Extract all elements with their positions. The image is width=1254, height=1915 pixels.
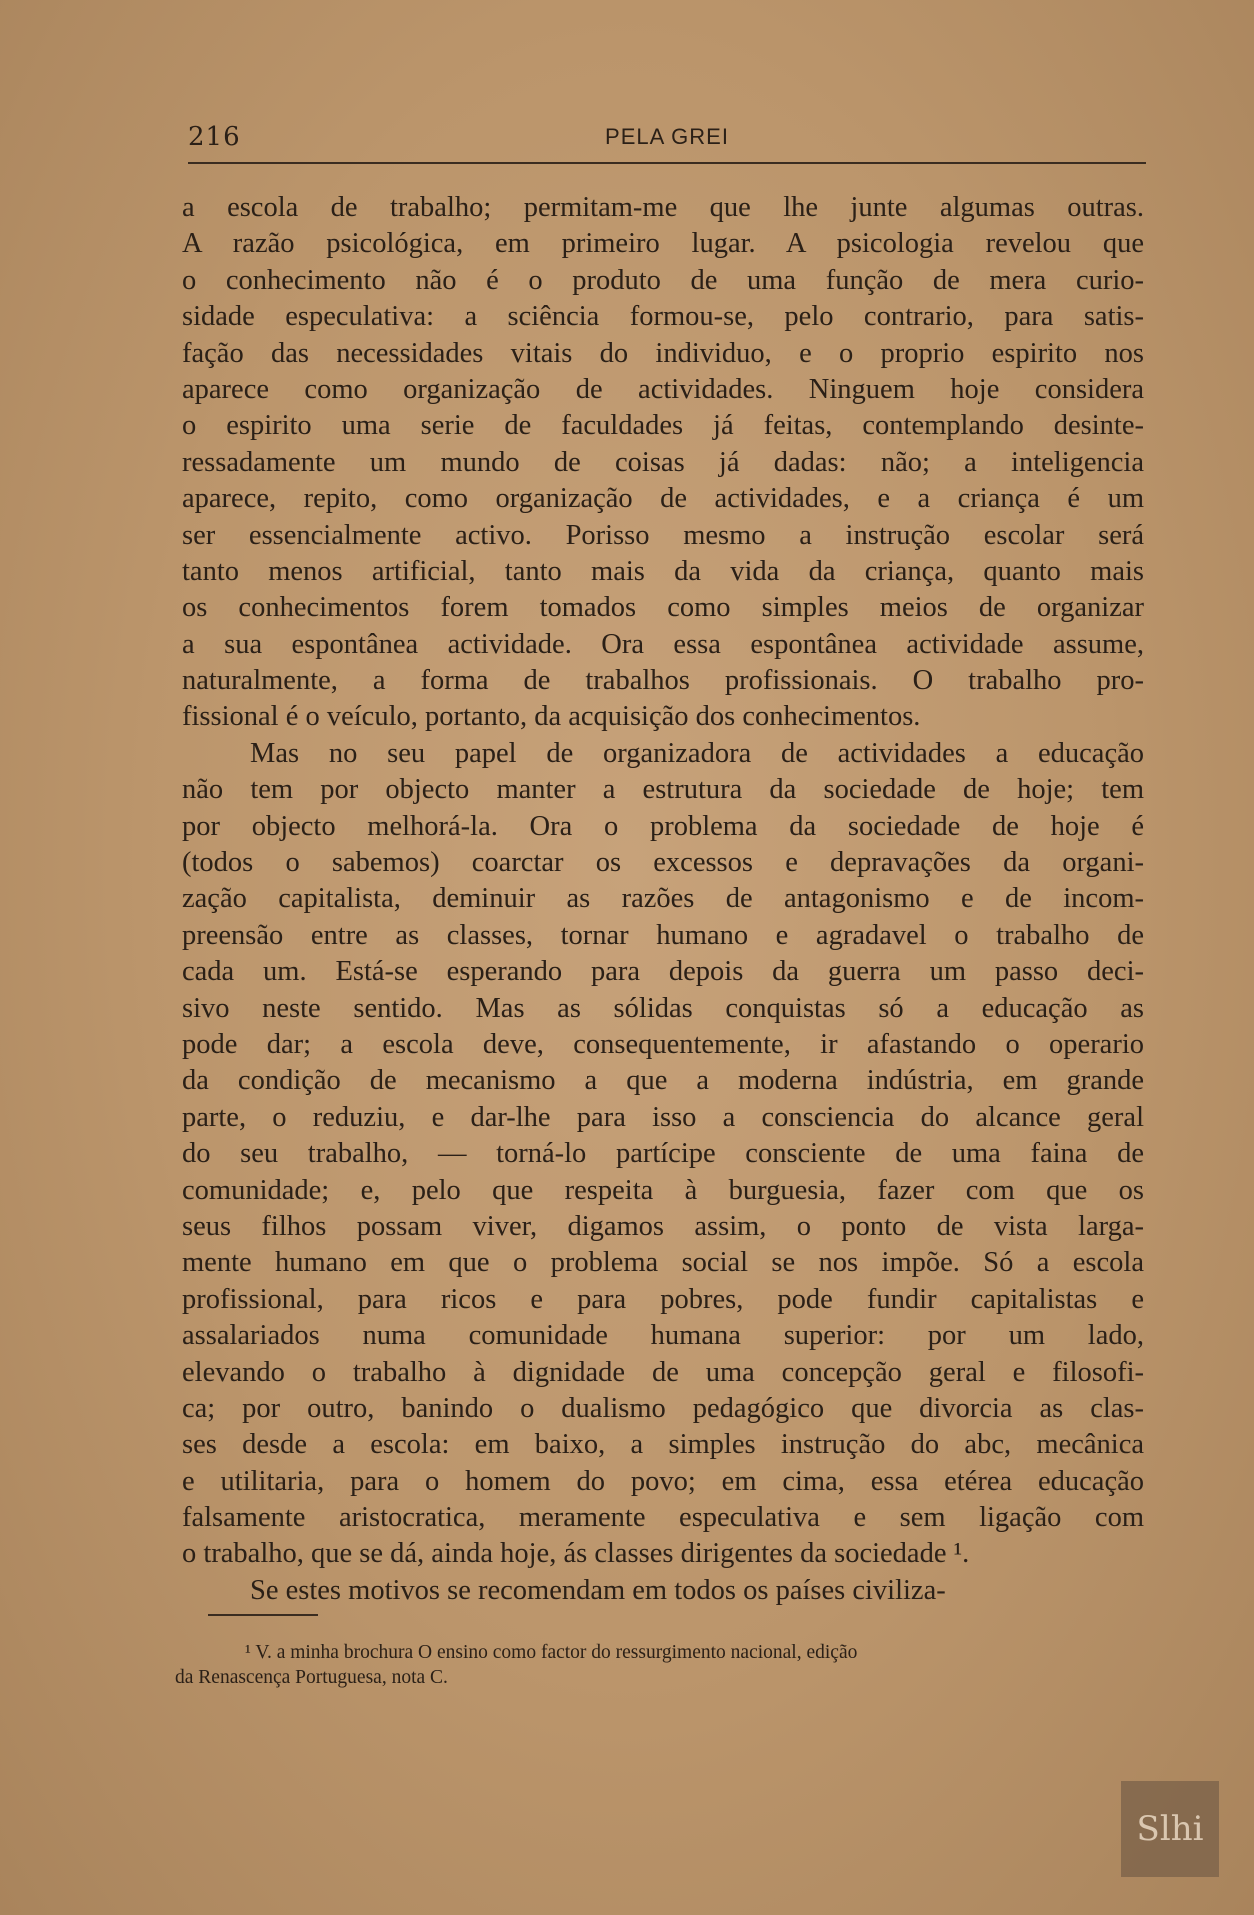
text-line: mente humano em que o problema social se nos impõe. Só a escola — [182, 1247, 1144, 1279]
text-line: da condição de mecanismo a que a moderna indústria, em grande — [182, 1065, 1144, 1097]
footnote-divider — [208, 1614, 318, 1616]
text-line: parte, o reduziu, e dar-lhe para isso a consciencia do alcance geral — [182, 1101, 1144, 1133]
text-line: ses desde a escola: em baixo, a simples instrução do abc, mecânica — [182, 1429, 1144, 1461]
text-line: falsamente aristocratica, meramente especulativa e sem ligação com — [182, 1502, 1144, 1534]
text-line: elevando o trabalho à dignidade de uma concepção geral e filosofi- — [182, 1356, 1144, 1388]
text-line: fação das necessidades vitais do individuo, e o proprio espirito nos — [182, 337, 1144, 369]
text-line: sidade especulativa: a sciência formou-se, pelo contrario, para satis- — [182, 301, 1144, 333]
footnote-line: da Renascença Portuguesa, nota C. — [175, 1667, 448, 1688]
text-line: Se estes motivos se recomendam em todos os países civiliza- — [250, 1574, 946, 1606]
text-line: o espirito uma serie de faculdades já feitas, contemplando desinte- — [182, 410, 1144, 442]
footnote-line: ¹ V. a minha brochura O ensino como factor do ressurgimento nacional, edição — [245, 1642, 858, 1663]
page-number: 216 — [188, 122, 241, 152]
text-line: naturalmente, a forma de trabalhos profissionais. O trabalho pro- — [182, 665, 1144, 697]
text-line: comunidade; e, pelo que respeita à burguesia, fazer com que os — [182, 1174, 1144, 1206]
text-line: zação capitalista, deminuir as razões de antagonismo e de incom- — [182, 883, 1144, 915]
text-line: do seu trabalho, — torná-lo partícipe consciente de uma faina de — [182, 1138, 1144, 1170]
library-stamp-text: Slhi — [1136, 1809, 1204, 1849]
text-line: profissional, para ricos e para pobres, pode fundir capitalistas e — [182, 1283, 1144, 1315]
text-line: ser essencialmente activo. Porisso mesmo a instrução escolar será — [182, 519, 1144, 551]
text-line: por objecto melhorá-la. Ora o problema da sociedade de hoje é — [182, 810, 1144, 842]
text-line: aparece, repito, como organização de actividades, e a criança é um — [182, 483, 1144, 515]
body-text — [182, 190, 1144, 1609]
page-header — [188, 122, 1146, 164]
text-line: (todos o sabemos) coarctar os excessos e depravações da organi- — [182, 847, 1144, 879]
text-line: seus filhos possam viver, digamos assim, o ponto de vista larga- — [182, 1210, 1144, 1242]
text-line: ressadamente um mundo de coisas já dadas: não; a inteligencia — [182, 446, 1144, 478]
text-line: o trabalho, que se dá, ainda hoje, ás classes dirigentes da sociedade ¹. — [182, 1538, 970, 1570]
text-line: os conhecimentos forem tomados como simples meios de organizar — [182, 592, 1144, 624]
text-line: e utilitaria, para o homem do povo; em cima, essa etérea educação — [182, 1465, 1144, 1497]
text-line: Mas no seu papel de organizadora de actividades a educação — [250, 737, 1144, 769]
text-line: fissional é o veículo, portanto, da acquisição dos conhecimentos. — [182, 701, 921, 733]
text-line: A razão psicológica, em primeiro lugar. A psicologia revelou que — [182, 228, 1144, 260]
text-line: assalariados numa comunidade humana superior: por um lado, — [182, 1320, 1144, 1352]
library-stamp — [1121, 1781, 1219, 1877]
running-title: PELA GREI — [605, 124, 729, 149]
text-line: a sua espontânea actividade. Ora essa espontânea actividade assume, — [182, 628, 1144, 660]
text-line: o conhecimento não é o produto de uma função de mera curio- — [182, 264, 1144, 296]
text-line: tanto menos artificial, tanto mais da vida da criança, quanto mais — [182, 555, 1144, 587]
footnote — [175, 1640, 1140, 1690]
text-line: a escola de trabalho; permitam-me que lhe junte algumas outras. — [182, 192, 1144, 223]
text-line: ca; por outro, banindo o dualismo pedagógico que divorcia as clas- — [182, 1392, 1144, 1424]
text-line: cada um. Está-se esperando para depois da guerra um passo deci- — [182, 956, 1144, 988]
text-line: sivo neste sentido. Mas as sólidas conquistas só a educação as — [182, 992, 1144, 1024]
text-line: não tem por objecto manter a estrutura da sociedade de hoje; tem — [182, 774, 1144, 806]
text-line: aparece como organização de actividades. Ninguem hoje considera — [182, 373, 1144, 405]
text-line: preensão entre as classes, tornar humano e agradavel o trabalho de — [182, 919, 1144, 951]
text-line: pode dar; a escola deve, consequentemente, ir afastando o operario — [182, 1028, 1144, 1060]
